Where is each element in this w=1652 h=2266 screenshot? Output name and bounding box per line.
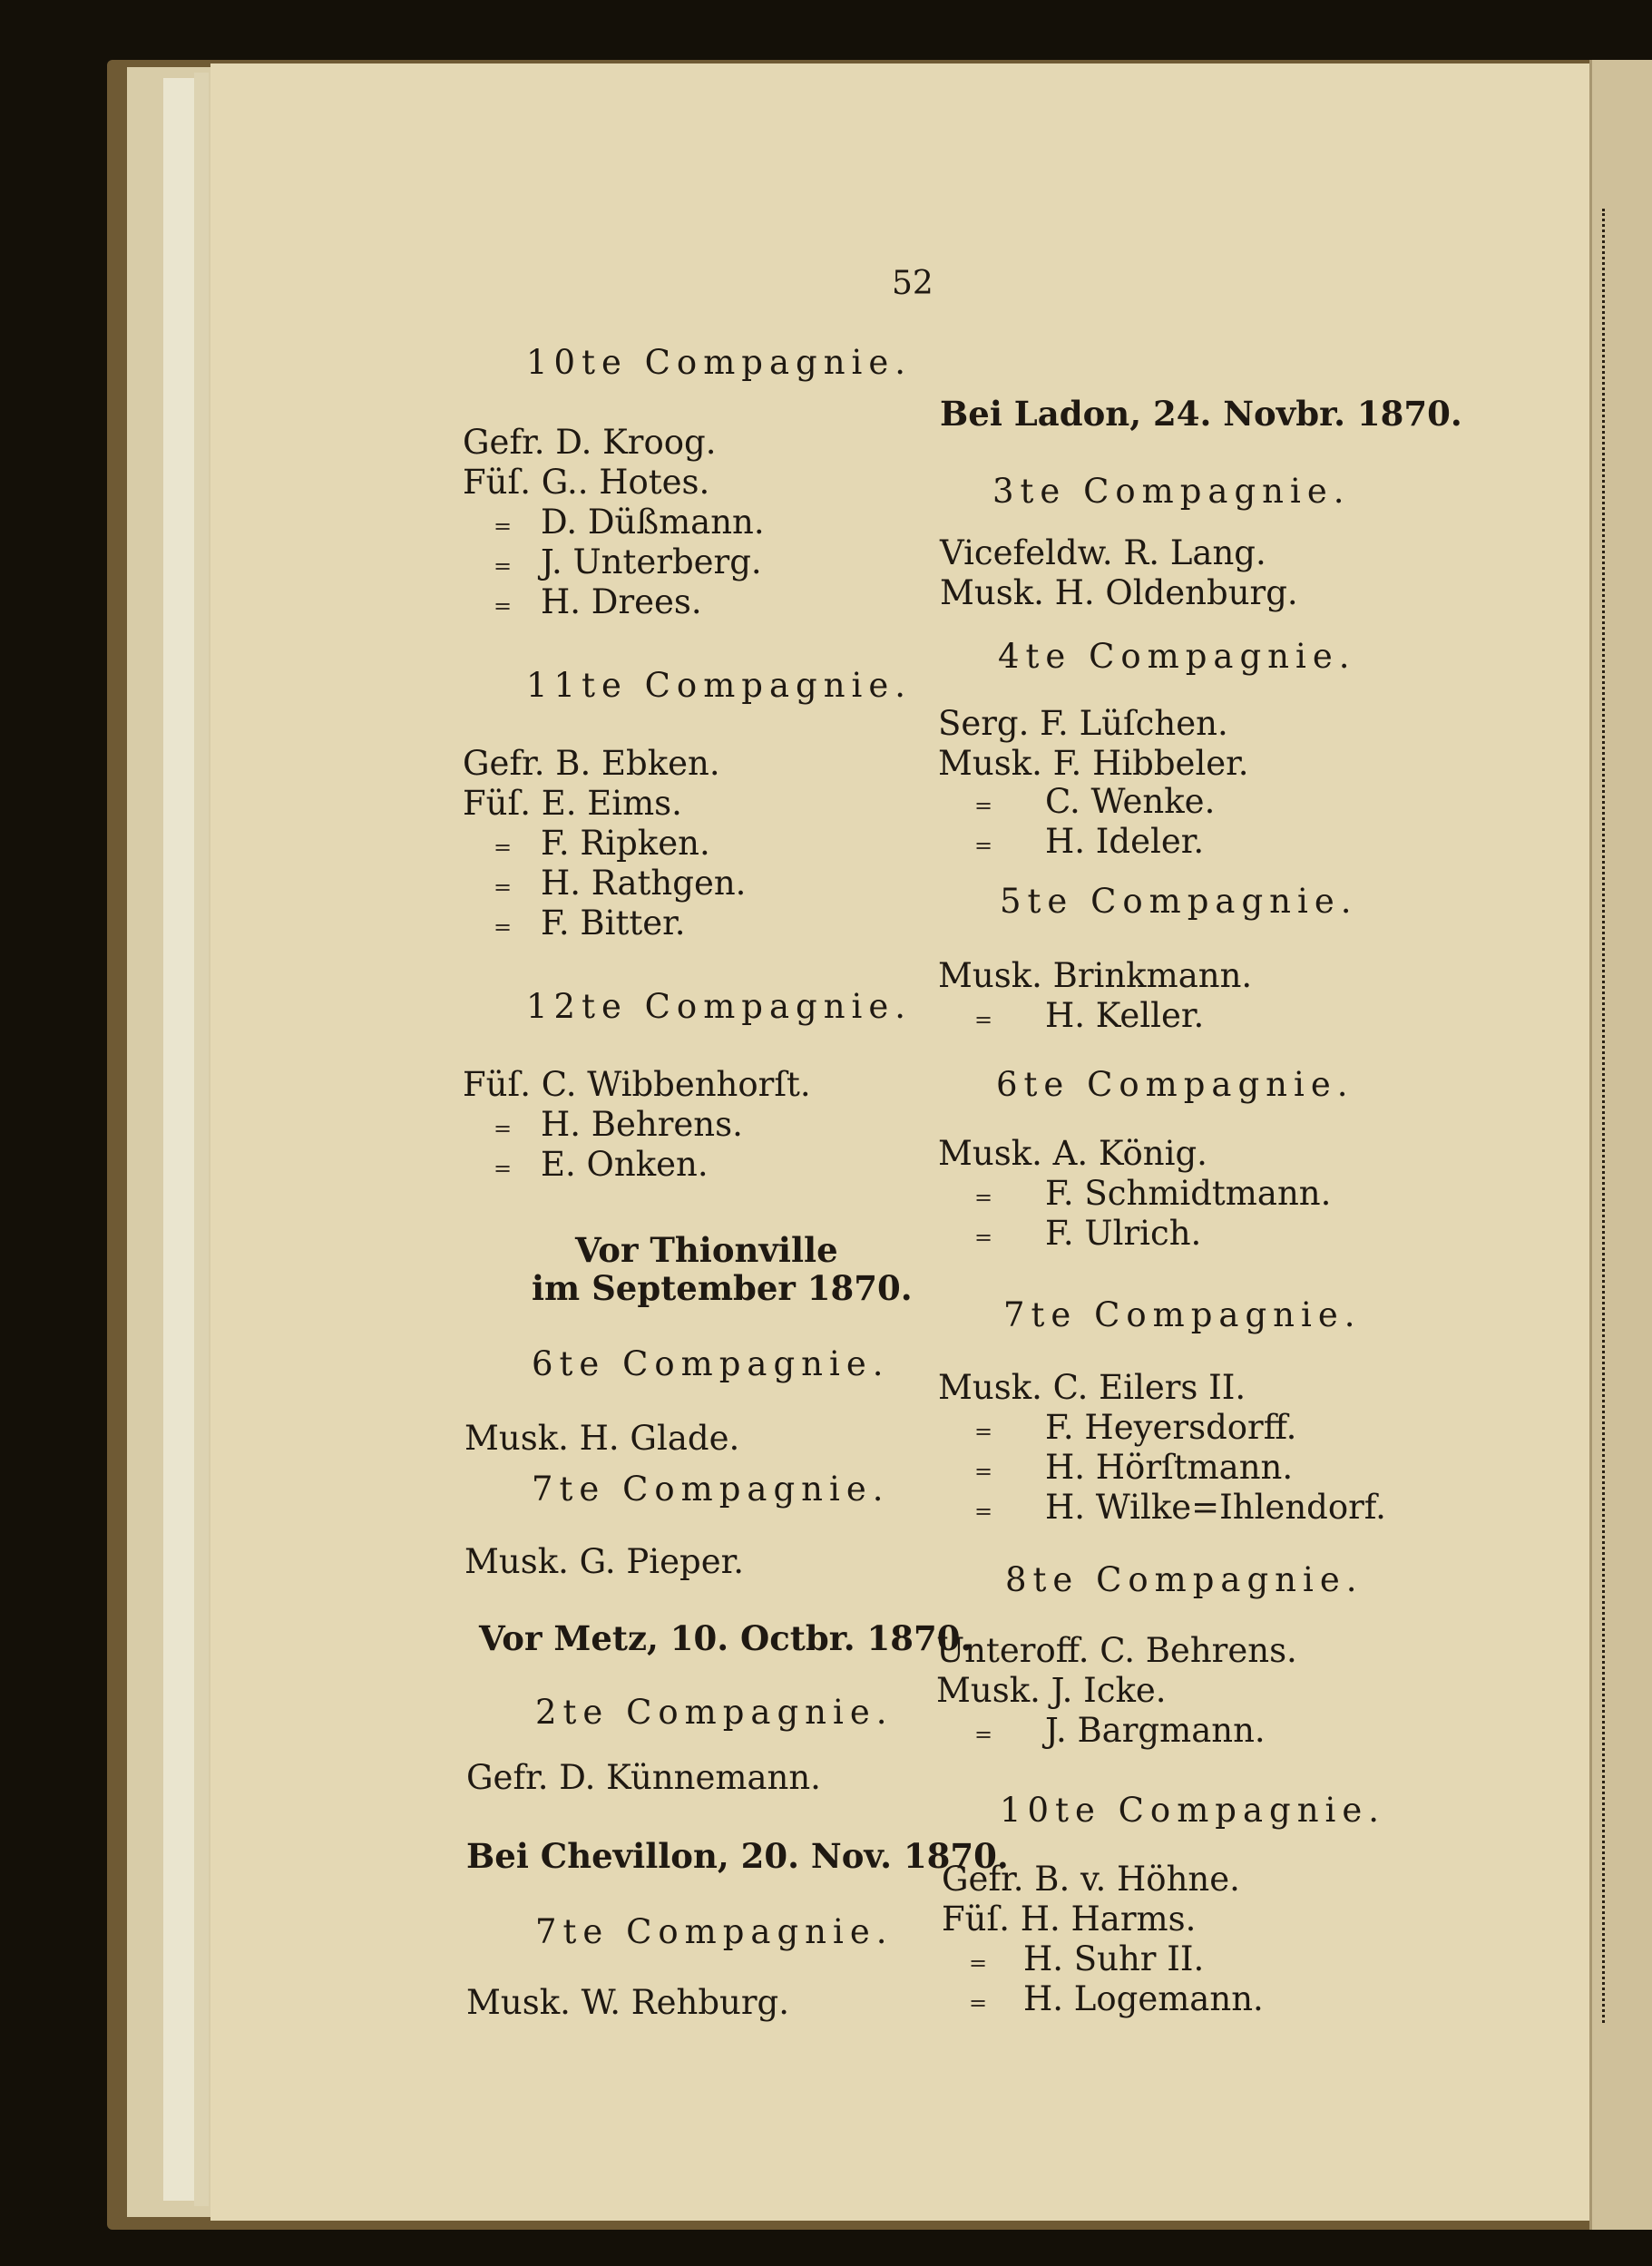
ditto-mark: = [974, 1459, 993, 1484]
roster-entry: J. Bargmann. [1045, 1711, 1266, 1750]
company-heading: 3te Compagnie. [992, 472, 1351, 511]
company-heading: 6te Compagnie. [996, 1065, 1354, 1104]
roster-entry: Musk. H. Glade. [464, 1419, 740, 1458]
ditto-mark: = [494, 593, 513, 619]
battle-heading: im September 1870. [532, 1268, 913, 1308]
roster-entry: Serg. F. Lüſchen. [938, 704, 1228, 743]
roster-entry: F. Ulrich. [1045, 1214, 1202, 1253]
ditto-mark: = [974, 793, 993, 818]
ditto-mark: = [494, 1116, 513, 1141]
roster-entry: F. Bitter. [541, 903, 686, 943]
roster-entry: H. Ideler. [1045, 822, 1205, 861]
ditto-mark: = [974, 833, 993, 858]
company-heading: 5te Compagnie. [1000, 882, 1358, 921]
ditto-mark: = [969, 1950, 988, 1976]
roster-entry: Musk. C. Eilers II. [938, 1368, 1246, 1407]
company-heading: 11te Compagnie. [526, 666, 913, 705]
roster-entry: F. Schmidtmann. [1045, 1174, 1332, 1213]
roster-entry: Musk. H. Oldenburg. [940, 573, 1298, 612]
ditto-mark: = [974, 1722, 993, 1747]
roster-entry: D. Düßmann. [541, 503, 765, 542]
roster-entry: F. Heyersdorff. [1045, 1408, 1297, 1447]
roster-entry: Gefr. D. Künnemann. [466, 1758, 821, 1797]
roster-entry: Gefr. B. Ebken. [463, 744, 720, 783]
roster-entry: Musk. A. König. [938, 1134, 1207, 1173]
roster-entry: Musk. J. Icke. [936, 1671, 1167, 1710]
roster-entry: F. Ripken. [541, 824, 710, 863]
battle-heading: Bei Ladon, 24. Novbr. 1870. [940, 394, 1462, 434]
roster-entry: H. Drees. [541, 582, 702, 621]
facing-page-edge [1589, 60, 1652, 2230]
roster-entry: Musk. G. Pieper. [464, 1542, 744, 1581]
ditto-mark: = [494, 914, 513, 940]
roster-entry: J. Unterberg. [541, 542, 762, 581]
company-heading: 6te Compagnie. [532, 1344, 890, 1383]
company-heading: 10te Compagnie. [1000, 1791, 1386, 1830]
company-heading: 10te Compagnie. [526, 343, 913, 382]
roster-entry: H. Behrens. [541, 1105, 743, 1144]
company-heading: 8te Compagnie. [1005, 1560, 1364, 1599]
roster-entry: E. Onken. [541, 1145, 709, 1184]
ditto-mark: = [494, 835, 513, 860]
company-heading: 12te Compagnie. [526, 987, 913, 1026]
roster-entry: Füſ. H. Harms. [942, 1900, 1197, 1939]
battle-heading: Vor Thionville [575, 1230, 838, 1270]
ditto-mark: = [494, 553, 513, 579]
ditto-mark: = [969, 1990, 988, 2016]
roster-entry: Vicefeldw. R. Lang. [940, 533, 1266, 572]
roster-entry: H. Wilke=Ihlendorf. [1045, 1488, 1386, 1527]
roster-entry: Füſ. C. Wibbenhorſt. [463, 1065, 811, 1104]
ditto-mark: = [974, 1225, 993, 1250]
ditto-mark: = [494, 513, 513, 539]
ditto-mark: = [494, 1156, 513, 1181]
page-edge [194, 73, 209, 2206]
battle-heading: Bei Chevillon, 20. Nov. 1870. [466, 1836, 1009, 1876]
company-heading: 7te Compagnie. [1003, 1295, 1362, 1334]
page-number: 52 [892, 265, 934, 302]
roster-entry: H. Keller. [1045, 996, 1205, 1035]
roster-entry: H. Logemann. [1023, 1979, 1264, 2018]
roster-entry: H. Rathgen. [541, 864, 747, 903]
company-heading: 2te Compagnie. [535, 1693, 894, 1732]
ditto-mark: = [974, 1185, 993, 1210]
roster-entry: Gefr. D. Kroog. [463, 423, 717, 462]
binding-stitches [1602, 209, 1608, 2023]
roster-entry: Musk. W. Rehburg. [466, 1983, 789, 2022]
ditto-mark: = [494, 874, 513, 900]
company-heading: 4te Compagnie. [998, 637, 1356, 676]
book-page [210, 63, 1589, 2221]
roster-entry: H. Suhr II. [1023, 1939, 1205, 1978]
page-edge [163, 78, 196, 2201]
roster-entry: H. Hörſtmann. [1045, 1448, 1294, 1487]
battle-heading: Vor Metz, 10. Octbr. 1870. [479, 1618, 973, 1658]
ditto-mark: = [974, 1419, 993, 1444]
roster-entry: C. Wenke. [1045, 782, 1216, 821]
ditto-mark: = [974, 1007, 993, 1032]
company-heading: 7te Compagnie. [532, 1470, 890, 1509]
roster-entry: Musk. F. Hibbeler. [938, 744, 1249, 783]
roster-entry: Füſ. G.. Hotes. [463, 463, 710, 502]
ditto-mark: = [974, 1499, 993, 1524]
roster-entry: Füſ. E. Eims. [463, 784, 682, 823]
roster-entry: Musk. Brinkmann. [938, 956, 1253, 995]
roster-entry: Unteroff. C. Behrens. [936, 1631, 1297, 1670]
roster-entry: Gefr. B. v. Höhne. [942, 1860, 1240, 1899]
company-heading: 7te Compagnie. [535, 1912, 894, 1951]
